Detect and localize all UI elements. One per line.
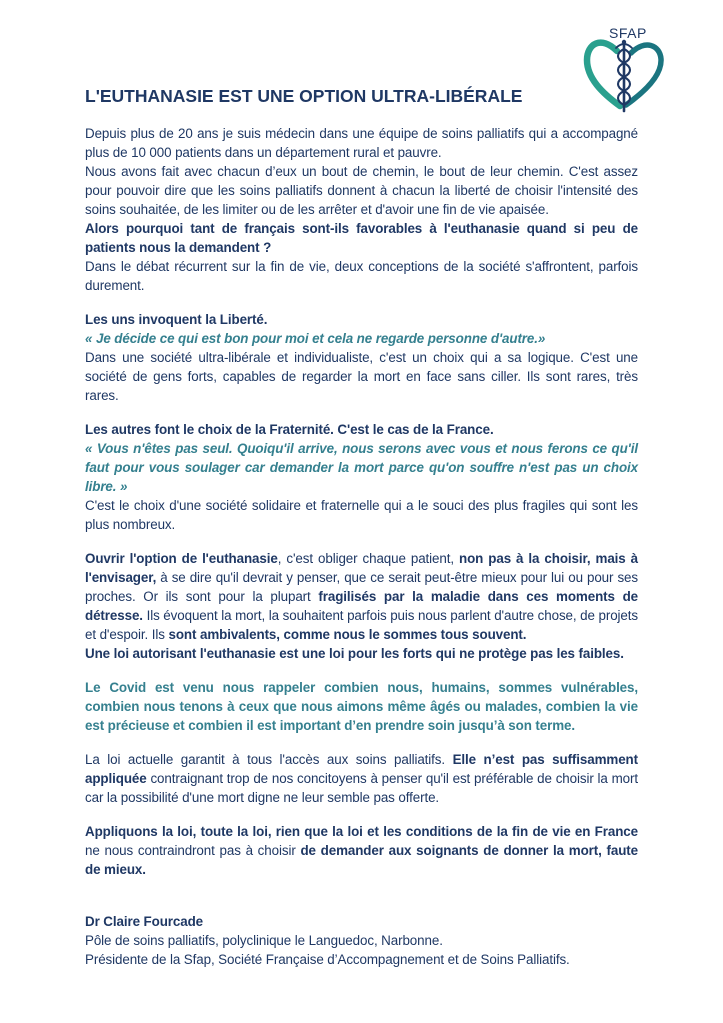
- paragraph: [85, 219, 638, 257]
- text-run: Alors pourquoi tant de français sont-ils favorables à l'euthanasie quand si peu de patients nous la demandent ?: [85, 221, 638, 255]
- text-run: Le Covid est venu nous rappeler combien nous, humains, sommes vulnérables, combien nous tenons à ceux que nous aimons même âgés ou malades, combien la vie est précieuse et combien il est important d’en prendre soin jusqu’à son terme.: [85, 680, 638, 733]
- text-run: Depuis plus de 20 ans je suis médecin dans une équipe de soins palliatifs qui a accompagné plus de 10 000 patients dans un département rural et pauvre.: [85, 126, 638, 160]
- text-run: Ouvrir l'option de l'euthanasie: [85, 551, 278, 566]
- text-run: La loi actuelle garantit à tous l'accès aux soins palliatifs.: [85, 752, 453, 767]
- text-run: Appliquons la loi, toute la loi, rien que la loi et les conditions de la fin de vie en France: [85, 824, 638, 839]
- paragraph: [85, 420, 638, 439]
- page-title: L'EUTHANASIE EST UNE OPTION ULTRA-LIBÉRALE: [85, 86, 523, 106]
- text-run: Elle n’est pas suffisamment appliquée: [85, 752, 638, 786]
- text-run: Dr Claire Fourcade: [85, 914, 204, 929]
- paragraph: [85, 257, 638, 295]
- text-run: C'est le choix d'une société solidaire et fraternelle qui a le souci des plus fragiles qui sont les plus nombreux.: [85, 498, 638, 532]
- text-run: Dans le débat récurrent sur la fin de vie, deux conceptions de la société s'affrontent, parfois durement.: [85, 259, 638, 293]
- text-run: contraignant trop de nos concitoyens à penser qu'il est préférable de choisir la mort car la possibilité d'une mort digne ne leur semble pas offerte.: [85, 771, 638, 805]
- text-run: ne nous contraindront pas à choisir: [85, 843, 301, 858]
- text-run: à se dire qu'il devrait y penser, que ce serait peut-être mieux pour lui ou pour ses proches. Or ils sont pour la plupart: [85, 570, 638, 604]
- text-run: Présidente de la Sfap, Société Française d’Accompagnement et de Soins Palliatifs.: [85, 952, 570, 967]
- text-run: Ils évoquent la mort, la souhaitent parfois puis nous parlent d'autre chose, de projets et d'espoir. Ils: [85, 608, 638, 642]
- sfap-logo: [581, 25, 669, 117]
- paragraph: [85, 124, 638, 162]
- paragraph: [85, 678, 638, 735]
- paragraph: [85, 931, 638, 950]
- paragraph: [85, 496, 638, 534]
- paragraph: [85, 912, 638, 931]
- text-run: Pôle de soins palliatifs, polyclinique le Languedoc, Narbonne.: [85, 933, 443, 948]
- paragraph: [85, 162, 638, 219]
- text-run: sont ambivalents, comme nous le sommes tous souvent.: [168, 627, 527, 642]
- paragraph: [85, 644, 638, 663]
- heart-right-stroke: [626, 45, 661, 105]
- document-body: [85, 124, 638, 969]
- paragraph: [85, 310, 638, 329]
- text-run: , c'est obliger chaque patient,: [277, 551, 460, 566]
- text-run: non pas à la choisir, mais à l'envisager,: [85, 551, 638, 585]
- paragraph: [85, 822, 638, 879]
- text-run: Les autres font le choix de la Fraternité. C'est le cas de la France.: [85, 422, 494, 437]
- text-run: fragilisés par la maladie dans ces moments de détresse.: [85, 589, 639, 623]
- paragraph: [85, 549, 638, 644]
- heart-left-stroke: [587, 43, 620, 106]
- paragraph: [85, 348, 638, 405]
- text-run: Une loi autorisant l'euthanasie est une loi pour les forts qui ne protège pas les faibles.: [85, 646, 624, 661]
- text-run: de demander aux soignants de donner la mort, faute de mieux.: [85, 843, 638, 877]
- text-run: « Je décide ce qui est bon pour moi et cela ne regarde personne d'autre.»: [85, 331, 546, 346]
- text-run: « Vous n'êtes pas seul. Quoiqu'il arrive, nous serons avec vous et nous ferons ce qu'il faut pour vous soulager car demander la mort parce qu'on souffre n'est pas un choix libre. »: [85, 441, 638, 494]
- paragraph: [85, 439, 638, 496]
- paragraph: [85, 750, 638, 807]
- text-run: Nous avons fait avec chacun d’eux un bout de chemin, le bout de leur chemin. C'est assez pour pouvoir dire que les soins palliatifs donnent à chacun la liberté de choisir l'intensité des soins souhaitée, de les limiter ou de les arrêter et d'avoir une fin de vie apaisée.: [85, 164, 638, 217]
- paragraph: [85, 329, 638, 348]
- logo-text: SFAP: [609, 25, 647, 41]
- text-run: Dans une société ultra-libérale et individualiste, c'est un choix qui a sa logique. C'est une société de gens forts, capables de regarder la mort en face sans ciller. Ils sont rares, très rares.: [85, 350, 638, 403]
- text-run: Les uns invoquent la Liberté.: [85, 312, 268, 327]
- paragraph: [85, 950, 638, 969]
- caduceus-heart-icon: [581, 25, 669, 117]
